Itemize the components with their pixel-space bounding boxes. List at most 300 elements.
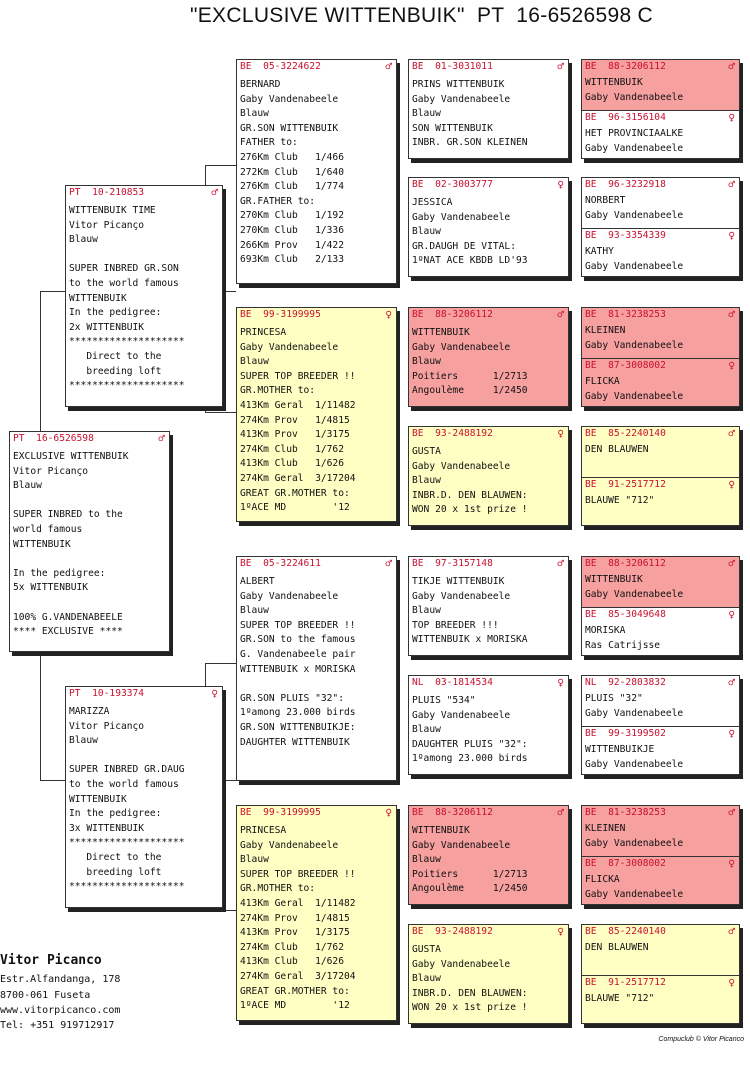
male-sex-icon: ♂ <box>728 557 735 570</box>
detail-line: DAUGHTER WITTENBUIK <box>240 736 350 748</box>
bird-details <box>409 441 568 518</box>
ring-number <box>409 308 568 322</box>
bird-details <box>10 446 169 640</box>
male-sex-icon: ♂ <box>211 186 218 199</box>
ring-label: BE 02-3003777 <box>412 179 493 190</box>
great-grandparent-pair <box>581 59 740 159</box>
detail-line: GR.FATHER to: <box>240 195 316 207</box>
detail-line: Blauw <box>412 854 441 866</box>
ring-number <box>66 186 222 200</box>
pedigree-card-dss[interactable] <box>408 556 569 656</box>
detail-line: Blauw <box>412 356 441 368</box>
detail-line: Gaby Vandenabeele <box>585 837 684 849</box>
detail-line: 272Km Club 1/640 <box>240 166 344 178</box>
detail-line: WITTENBUIK <box>13 538 71 550</box>
connector <box>205 910 236 911</box>
pedigree-card-dsd[interactable] <box>408 675 569 775</box>
pedigree-card-sire[interactable] <box>65 185 223 407</box>
pedigree-card-sss[interactable] <box>408 59 569 159</box>
pedigree-card-dam[interactable] <box>65 686 223 908</box>
detail-line: TOP BREEDER !!! <box>412 619 499 631</box>
pedigree-card-g2b[interactable] <box>582 228 739 276</box>
female-sex-icon: ♀ <box>557 178 564 191</box>
pedigree-card-g7a[interactable] <box>582 806 739 856</box>
ring-number <box>582 60 739 74</box>
pedigree-card-g5a[interactable] <box>582 557 739 607</box>
detail-line: Gaby Vandenabeele <box>585 390 684 402</box>
female-sex-icon: ♀ <box>385 806 392 819</box>
bird-details <box>582 571 739 602</box>
breeder-website[interactable]: www.vitorpicanco.com <box>0 1005 121 1016</box>
detail-line: GR.SON to the famous <box>240 634 356 646</box>
detail-line: DEN BLAUWEN <box>585 444 649 455</box>
detail-line: 2x WITTENBUIK <box>69 321 145 333</box>
pedigree-card-sd[interactable] <box>236 307 397 522</box>
detail-line: DAUGHTER PLUIS "32": <box>412 738 528 750</box>
detail-line: WITTENBUIKJE <box>585 744 655 755</box>
pedigree-card-sdd[interactable] <box>408 426 569 526</box>
ring-number <box>409 427 568 441</box>
female-sex-icon: ♀ <box>557 427 564 440</box>
pedigree-card-g3b[interactable] <box>582 358 739 406</box>
ring-number <box>582 178 739 192</box>
bird-details <box>409 192 568 269</box>
detail-line: Gaby Vandenabeele <box>585 260 684 272</box>
detail-line <box>69 248 219 263</box>
pedigree-card-g8b[interactable] <box>582 975 739 1023</box>
bird-details <box>582 192 739 223</box>
male-sex-icon: ♂ <box>557 60 564 73</box>
male-sex-icon: ♂ <box>557 806 564 819</box>
detail-line: 413Km Club 1/626 <box>240 458 344 470</box>
female-sex-icon: ♀ <box>728 976 735 989</box>
detail-line: WITTENBUIK <box>585 574 643 585</box>
bird-details <box>582 690 739 721</box>
detail-line: breeding loft <box>69 365 162 377</box>
great-grandparent-pair <box>581 924 740 1024</box>
pedigree-card-g3a[interactable] <box>582 308 739 358</box>
page-title: "EXCLUSIVE WITTENBUIK" PT 16-6526598 C <box>190 4 654 27</box>
detail-line: 1ºACE MD '12 <box>240 502 350 514</box>
breeder-phone: Tel: +351 919712917 <box>0 1020 115 1031</box>
detail-line: Gaby Vandenabeele <box>412 341 511 353</box>
bird-details <box>237 820 396 1014</box>
bird-details <box>66 701 222 895</box>
detail-line: TIKJE WITTENBUIK <box>412 576 505 587</box>
detail-line: 274Km Club 1/762 <box>240 941 344 953</box>
detail-line: 274Km Club 1/762 <box>240 443 344 455</box>
detail-line: Blauw <box>412 724 441 736</box>
detail-line: PRINS WITTENBUIK <box>412 79 505 90</box>
ring-number <box>582 229 739 243</box>
ring-label: BE 93-3354339 <box>585 230 666 241</box>
detail-line: Ras Catrijsse <box>585 639 661 651</box>
ring-label: BE 88-3206112 <box>412 309 493 320</box>
ring-number <box>582 976 739 990</box>
ring-label: BE 87-3008002 <box>585 360 666 371</box>
great-grandparent-pair <box>581 556 740 656</box>
detail-line: Blauw <box>412 108 441 120</box>
pedigree-card-g8a[interactable] <box>582 925 739 975</box>
detail-line: BLAUWE "712" <box>585 495 655 506</box>
ring-label: NL 92-2803832 <box>585 677 666 688</box>
male-sex-icon: ♂ <box>385 60 392 73</box>
detail-line: SUPER TOP BREEDER !! <box>240 619 356 631</box>
connector <box>40 652 41 780</box>
detail-line: DEN BLAUWEN <box>585 942 649 953</box>
breeder-name: Vitor Picanco <box>0 953 102 968</box>
male-sex-icon: ♂ <box>557 557 564 570</box>
detail-line: to the world famous <box>69 277 179 289</box>
detail-line <box>585 1007 736 1022</box>
ring-number <box>582 427 739 441</box>
detail-line: Poitiers 1/2713 <box>412 868 528 880</box>
detail-line: Gaby Vandenabeele <box>240 590 339 602</box>
detail-line: 1ºamong 23.000 birds <box>240 707 356 719</box>
detail-line: 1ºACE MD '12 <box>240 1000 350 1012</box>
ring-number <box>237 308 396 322</box>
detail-line: 1ºNAT ACE KBDB LD'93 <box>412 255 528 267</box>
detail-line: SUPER TOP BREEDER !! <box>240 868 356 880</box>
detail-line: Gaby Vandenabeele <box>585 209 684 221</box>
detail-line: Blauw <box>412 226 441 238</box>
ring-number <box>409 60 568 74</box>
detail-line: Gaby Vandenabeele <box>412 958 511 970</box>
detail-line: ******************** <box>69 881 185 893</box>
detail-line <box>69 749 219 764</box>
great-grandparent-pair <box>581 675 740 775</box>
detail-line: Blauw <box>240 605 269 617</box>
detail-line: SUPER TOP BREEDER !! <box>240 370 356 382</box>
pedigree-card-g4b[interactable] <box>582 477 739 525</box>
detail-line: FLICKA <box>585 376 620 387</box>
detail-line <box>13 552 166 567</box>
software-credit: Compuclub © Vitor Picanco <box>658 1036 744 1043</box>
ring-label: NL 03-1814534 <box>412 677 493 688</box>
detail-line: SON WITTENBUIK <box>412 122 493 134</box>
bird-details <box>582 74 739 105</box>
detail-line <box>13 596 166 611</box>
pedigree-card-ssd[interactable] <box>408 177 569 277</box>
detail-line: 413Km Prov 1/3175 <box>240 927 350 939</box>
detail-line: WITTENBUIK <box>69 793 127 805</box>
pedigree-card-dds[interactable] <box>408 805 569 905</box>
detail-line: Gaby Vandenabeele <box>412 709 511 721</box>
detail-line: 274Km Prov 1/4815 <box>240 912 350 924</box>
female-sex-icon: ♀ <box>728 229 735 242</box>
ring-label: BE 91-2517712 <box>585 977 666 988</box>
female-sex-icon: ♀ <box>557 676 564 689</box>
bird-details <box>237 74 396 268</box>
bird-details <box>582 741 739 772</box>
detail-line <box>585 458 736 473</box>
ring-number <box>582 308 739 322</box>
ring-label: BE 81-3238253 <box>585 807 666 818</box>
great-grandparent-pair <box>581 177 740 277</box>
detail-line: SUPER INBRED to the <box>13 509 123 521</box>
detail-line: G. Vandenabeele pair <box>240 648 356 660</box>
detail-line: SUPER INBRED GR.DAUG <box>69 764 185 776</box>
great-grandparent-pair <box>581 426 740 526</box>
detail-line: Angoulème 1/2450 <box>412 385 528 397</box>
pedigree-card-sds[interactable] <box>408 307 569 407</box>
detail-line: Vitor Picanço <box>69 219 145 231</box>
detail-line: In the pedigree: <box>69 307 162 319</box>
detail-line: WITTENBUIK <box>585 77 643 88</box>
detail-line: INBR.D. DEN BLAUWEN: <box>412 489 528 501</box>
detail-line: GR.MOTHER to: <box>240 883 316 895</box>
ring-number <box>237 557 396 571</box>
connector <box>205 165 236 166</box>
detail-line: PRINCESA <box>240 825 287 836</box>
detail-line: ******************** <box>69 380 185 392</box>
detail-line: 413Km Prov 1/3175 <box>240 429 350 441</box>
detail-line: Poitiers 1/2713 <box>412 370 528 382</box>
pedigree-card-g1b[interactable] <box>582 110 739 158</box>
detail-line: Gaby Vandenabeele <box>412 93 511 105</box>
detail-line: ******************** <box>69 837 185 849</box>
ring-label: PT 10-193374 <box>69 688 145 699</box>
detail-line: WITTENBUIK TIME <box>69 205 156 216</box>
bird-details <box>582 939 739 970</box>
detail-line: 270Km Club 1/192 <box>240 210 344 222</box>
detail-line <box>240 677 393 692</box>
detail-line: GUSTA <box>412 446 441 457</box>
detail-line: ALBERT <box>240 576 275 587</box>
detail-line: NORBERT <box>585 195 626 206</box>
pedigree-card-g5b[interactable] <box>582 607 739 655</box>
bird-details <box>582 322 739 353</box>
ring-label: BE 99-3199502 <box>585 728 666 739</box>
detail-line: 413Km Geral 1/11482 <box>240 399 356 411</box>
ring-label: BE 97-3157148 <box>412 558 493 569</box>
bird-details <box>409 690 568 767</box>
female-sex-icon: ♀ <box>385 308 392 321</box>
ring-label: BE 81-3238253 <box>585 309 666 320</box>
ring-label: BE 93-2488192 <box>412 926 493 937</box>
pedigree-card-dd[interactable] <box>236 805 397 1021</box>
detail-line: 1ºamong 23.000 birds <box>412 753 528 765</box>
detail-line: 274Km Geral 3/17204 <box>240 970 356 982</box>
detail-line: **** EXCLUSIVE **** <box>13 626 123 638</box>
detail-line: ******************** <box>69 336 185 348</box>
detail-line: Gaby Vandenabeele <box>240 93 339 105</box>
female-sex-icon: ♀ <box>728 111 735 124</box>
ring-number <box>582 857 739 871</box>
ring-label: BE 01-3031011 <box>412 61 493 72</box>
female-sex-icon: ♀ <box>728 478 735 491</box>
detail-line: 413Km Geral 1/11482 <box>240 897 356 909</box>
pedigree-card-ss[interactable] <box>236 59 397 284</box>
detail-line: Gaby Vandenabeele <box>585 707 684 719</box>
ring-label: PT 10-210853 <box>69 187 145 198</box>
detail-line: PLUIS "32" <box>585 693 643 704</box>
bird-details <box>582 990 739 1021</box>
bird-details <box>582 492 739 523</box>
detail-line: Gaby Vandenabeele <box>585 91 684 103</box>
detail-line: Angoulème 1/2450 <box>412 883 528 895</box>
ring-number <box>237 806 396 820</box>
detail-line: GUSTA <box>412 944 441 955</box>
detail-line: world famous <box>13 523 83 535</box>
detail-line: WITTENBUIK <box>412 327 470 338</box>
ring-number <box>582 806 739 820</box>
bird-details <box>582 373 739 404</box>
detail-line: Gaby Vandenabeele <box>240 839 339 851</box>
male-sex-icon: ♂ <box>728 676 735 689</box>
detail-line: KATHY <box>585 246 614 257</box>
breeder-city: 8700-061 Fuseta <box>0 990 91 1001</box>
male-sex-icon: ♂ <box>728 925 735 938</box>
detail-line: Gaby Vandenabeele <box>412 839 511 851</box>
detail-line: Gaby Vandenabeele <box>412 590 511 602</box>
ring-number <box>10 432 169 446</box>
detail-line: GR.MOTHER to: <box>240 385 316 397</box>
ring-label: BE 88-3206112 <box>585 61 666 72</box>
connector <box>223 780 236 781</box>
pedigree-card-g2a[interactable] <box>582 178 739 228</box>
detail-line: Blauw <box>412 475 441 487</box>
detail-line: 274Km Prov 1/4815 <box>240 414 350 426</box>
ring-label: BE 91-2517712 <box>585 479 666 490</box>
detail-line: Direct to the <box>69 851 162 863</box>
detail-line: WITTENBUIK <box>69 292 127 304</box>
ring-number <box>237 60 396 74</box>
bird-details <box>409 571 568 648</box>
bird-details <box>582 871 739 902</box>
bird-details <box>409 74 568 151</box>
ring-number <box>582 557 739 571</box>
detail-line: Gaby Vandenabeele <box>412 211 511 223</box>
ring-number <box>582 727 739 741</box>
detail-line: Gaby Vandenabeele <box>585 142 684 154</box>
detail-line: WITTENBUIK <box>412 825 470 836</box>
detail-line: KLEINEN <box>585 325 626 336</box>
detail-line: Gaby Vandenabeele <box>240 341 339 353</box>
detail-line: 270Km Club 1/336 <box>240 224 344 236</box>
ring-label: BE 96-3232918 <box>585 179 666 190</box>
ring-number <box>582 925 739 939</box>
pedigree-card-g4a[interactable] <box>582 427 739 477</box>
ring-number <box>409 925 568 939</box>
bird-details <box>582 820 739 851</box>
pedigree-card-ds[interactable] <box>236 556 397 781</box>
detail-line: Blauw <box>240 108 269 120</box>
ring-number <box>582 359 739 373</box>
detail-line: Gaby Vandenabeele <box>585 888 684 900</box>
detail-line: breeding loft <box>69 866 162 878</box>
ring-number <box>582 608 739 622</box>
detail-line: WITTENBUIK x MORISKA <box>412 634 528 646</box>
ring-number <box>582 676 739 690</box>
great-grandparent-pair <box>581 805 740 905</box>
connector <box>223 291 236 292</box>
detail-line: Blauw <box>69 234 98 246</box>
detail-line: INBR.D. DEN BLAUWEN: <box>412 987 528 999</box>
detail-line: MORISKA <box>585 625 626 636</box>
detail-line: Blauw <box>240 854 269 866</box>
ring-number <box>409 806 568 820</box>
detail-line: Gaby Vandenabeele <box>585 758 684 770</box>
connector <box>205 412 236 413</box>
ring-label: BE 99-3199995 <box>240 807 321 818</box>
bird-details <box>582 243 739 274</box>
male-sex-icon: ♂ <box>385 557 392 570</box>
pedigree-card-g6a[interactable] <box>582 676 739 726</box>
female-sex-icon: ♀ <box>557 925 564 938</box>
bird-details <box>582 622 739 653</box>
detail-line: GR.DAUGH DE VITAL: <box>412 240 516 252</box>
great-grandparent-pair <box>581 307 740 407</box>
ring-label: PT 16-6526598 <box>13 433 94 444</box>
detail-line: to the world famous <box>69 778 179 790</box>
detail-line: 100% G.VANDENABEELE <box>13 611 123 623</box>
detail-line: PLUIS "534" <box>412 695 476 706</box>
ring-label: BE 05-3224622 <box>240 61 321 72</box>
male-sex-icon: ♂ <box>728 427 735 440</box>
detail-line: KLEINEN <box>585 823 626 834</box>
male-sex-icon: ♂ <box>158 432 165 445</box>
connector <box>40 291 41 432</box>
bird-details <box>237 322 396 516</box>
pedigree-card-subject[interactable] <box>9 431 170 652</box>
detail-line: Vitor Picanço <box>13 465 89 477</box>
detail-line: Blauw <box>69 735 98 747</box>
detail-line: 276Km Club 1/774 <box>240 181 344 193</box>
detail-line <box>585 509 736 524</box>
detail-line: SUPER INBRED GR.SON <box>69 263 179 275</box>
detail-line: 276Km Club 1/466 <box>240 151 344 163</box>
detail-line: 274Km Geral 3/17204 <box>240 472 356 484</box>
pedigree-card-g1a[interactable] <box>582 60 739 110</box>
detail-line: In the pedigree: <box>69 808 162 820</box>
female-sex-icon: ♀ <box>728 857 735 870</box>
ring-number <box>409 178 568 192</box>
detail-line: GR.SON PLUIS "32": <box>240 692 344 704</box>
ring-number <box>409 676 568 690</box>
detail-line: WON 20 x 1st prize ! <box>412 1002 528 1014</box>
bird-details <box>582 441 739 472</box>
male-sex-icon: ♂ <box>557 308 564 321</box>
pedigree-card-ddd[interactable] <box>408 924 569 1024</box>
detail-line: WON 20 x 1st prize ! <box>412 504 528 516</box>
detail-line: Gaby Vandenabeele <box>585 339 684 351</box>
ring-number <box>66 687 222 701</box>
ring-label: BE 85-3049648 <box>585 609 666 620</box>
ring-label: BE 96-3156104 <box>585 112 666 123</box>
detail-line: Gaby Vandenabeele <box>412 460 511 472</box>
detail-line: In the pedigree: <box>13 567 106 579</box>
female-sex-icon: ♀ <box>728 359 735 372</box>
ring-label: BE 99-3199995 <box>240 309 321 320</box>
pedigree-card-g6b[interactable] <box>582 726 739 774</box>
detail-line: 413Km Club 1/626 <box>240 956 344 968</box>
detail-line: BLAUWE "712" <box>585 993 655 1004</box>
connector <box>40 780 65 781</box>
ring-label: BE 88-3206112 <box>585 558 666 569</box>
male-sex-icon: ♂ <box>728 60 735 73</box>
detail-line: Gaby Vandenabeele <box>585 588 684 600</box>
ring-label: BE 05-3224611 <box>240 558 321 569</box>
female-sex-icon: ♀ <box>211 687 218 700</box>
detail-line: 266Km Prov 1/422 <box>240 239 344 251</box>
detail-line: HET PROVINCIAALKE <box>585 128 684 139</box>
pedigree-card-g7b[interactable] <box>582 856 739 904</box>
detail-line: 693Km Club 2/133 <box>240 254 344 266</box>
female-sex-icon: ♀ <box>728 727 735 740</box>
detail-line: INBR. GR.SON KLEINEN <box>412 137 528 149</box>
breeder-address: Estr.Alfandanga, 178 <box>0 974 121 985</box>
